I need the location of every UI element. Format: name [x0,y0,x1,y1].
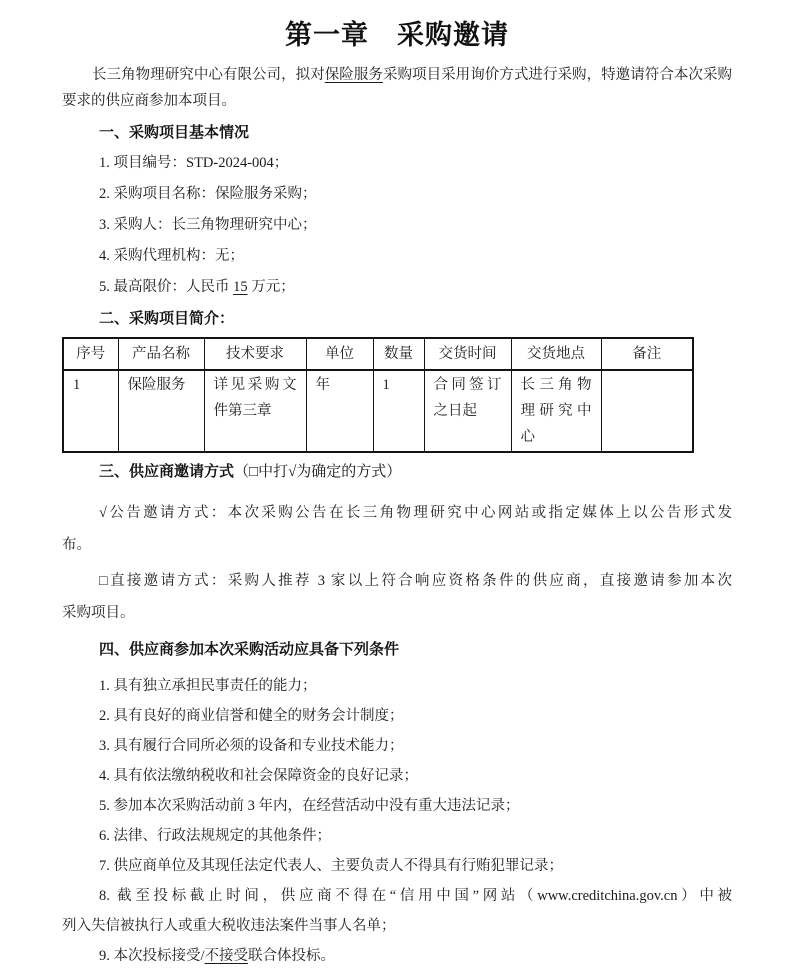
table-header-remarks: 备注 [601,338,693,370]
table-cell-delivery-place: 长三角物理研究中心 [511,370,601,452]
invitation-heading-checkbox-note: （□中打√为确定的方式） [234,464,402,480]
section-heading-supplier-conditions: 四、供应商参加本次采购活动应具备下列条件 [99,642,400,658]
project-brief-table [62,337,694,453]
table-cell-remarks [601,370,693,452]
intro-underlined-insurance-service: 保险服务 [324,67,383,83]
table-header-product-name: 产品名称 [118,338,204,370]
table-cell-delivery-time: 合同签订之日起 [424,370,511,452]
basic-info-list [62,151,732,300]
intro-paragraph-line-2: 要求的供应商参加本项目。 [62,93,236,109]
condition-item-1: 1. 具有独立承担民事责任的能力； [99,678,317,694]
intro-text-pre: 长三角物理研究中心有限公司，拟对 [92,67,325,83]
section-heading-project-brief: 二、采购项目简介： [99,311,235,327]
condition-item-2: 2. 具有良好的商业信誉和健全的财务会计制度； [99,708,404,724]
section-heading-basic-info: 一、采购项目基本情况 [99,125,250,141]
table-header-seq: 序号 [63,338,118,370]
table-header-quantity: 数量 [373,338,424,370]
condition-item-5: 5. 参加本次采购活动前 3 年内，在经营活动中没有重大违法记录； [99,798,520,814]
condition-item-8-line-2: 列入失信被执行人或重大税收违法案件当事人名单； [62,918,396,934]
table-cell-seq: 1 [63,370,118,452]
condition-item-9 [62,941,732,971]
supplier-conditions-list [62,671,732,971]
invitation-option-announcement-line-2: 布。 [62,537,91,553]
condition-item-4: 4. 具有依法缴纳税收和社会保障资金的良好记录； [99,768,418,784]
max-price-text-pre: 5. 最高限价：人民币 [99,279,234,295]
max-price-text-post: 万元； [247,279,295,295]
condition-item-6: 6. 法律、行政法规规定的其他条件； [99,828,331,844]
table-header-tech-requirements: 技术要求 [204,338,306,370]
table-row [63,370,693,452]
max-price-underlined-value: 15 [233,279,248,295]
condition-item-3: 3. 具有履行合同所必须的设备和专业技术能力； [99,738,404,754]
table-header-unit: 单位 [306,338,373,370]
list-item-max-price [62,275,732,300]
intro-text-post: 采购项目采用询价方式进行采购，特邀请符合本次采购 [382,67,733,83]
page-title: 第一章 采购邀请 [285,20,509,50]
condition-item-8-line-1: 8. 截至投标截止时间，供应商不得在“信用中国”网站（www.creditchina.gov.cn）中被 [99,888,732,904]
invitation-option-direct-line-2: 采购项目。 [62,605,135,621]
intro-paragraph-line-1 [62,62,732,88]
invitation-heading-bold-text: 三、供应商邀请方式 [99,464,235,480]
table-header-delivery-time: 交货时间 [424,338,511,370]
invitation-option-direct-line-1: □直接邀请方式：采购人推荐 3 家以上符合响应资格条件的供应商，直接邀请参加本次 [99,573,732,589]
invitation-option-announcement-line-1: √公告邀请方式：本次采购公告在长三角物理研究中心网站或指定媒体上以公告形式发 [99,505,732,521]
list-item-project-number: 1. 项目编号：STD-2024-004； [99,155,289,171]
list-item-agency: 4. 采购代理机构：无； [99,248,244,264]
condition-9-underlined-not-accept: 不接受 [204,948,249,964]
table-cell-unit: 年 [306,370,373,452]
table-header-row [63,338,693,370]
section-heading-invitation-method [62,459,732,485]
condition-9-text-post: 联合体投标。 [248,948,336,964]
list-item-purchaser: 3. 采购人：长三角物理研究中心； [99,217,317,233]
table-header-delivery-place: 交货地点 [511,338,601,370]
table-cell-tech-requirements: 详见采购文件第三章 [204,370,306,452]
condition-9-text-pre: 9. 本次投标接受/ [99,948,205,964]
condition-item-7: 7. 供应商单位及其现任法定代表人、主要负责人不得具有行贿犯罪记录； [99,858,563,874]
list-item-project-name: 2. 采购项目名称：保险服务采购； [99,186,317,202]
table-cell-product-name: 保险服务 [118,370,204,452]
table-cell-quantity: 1 [373,370,424,452]
